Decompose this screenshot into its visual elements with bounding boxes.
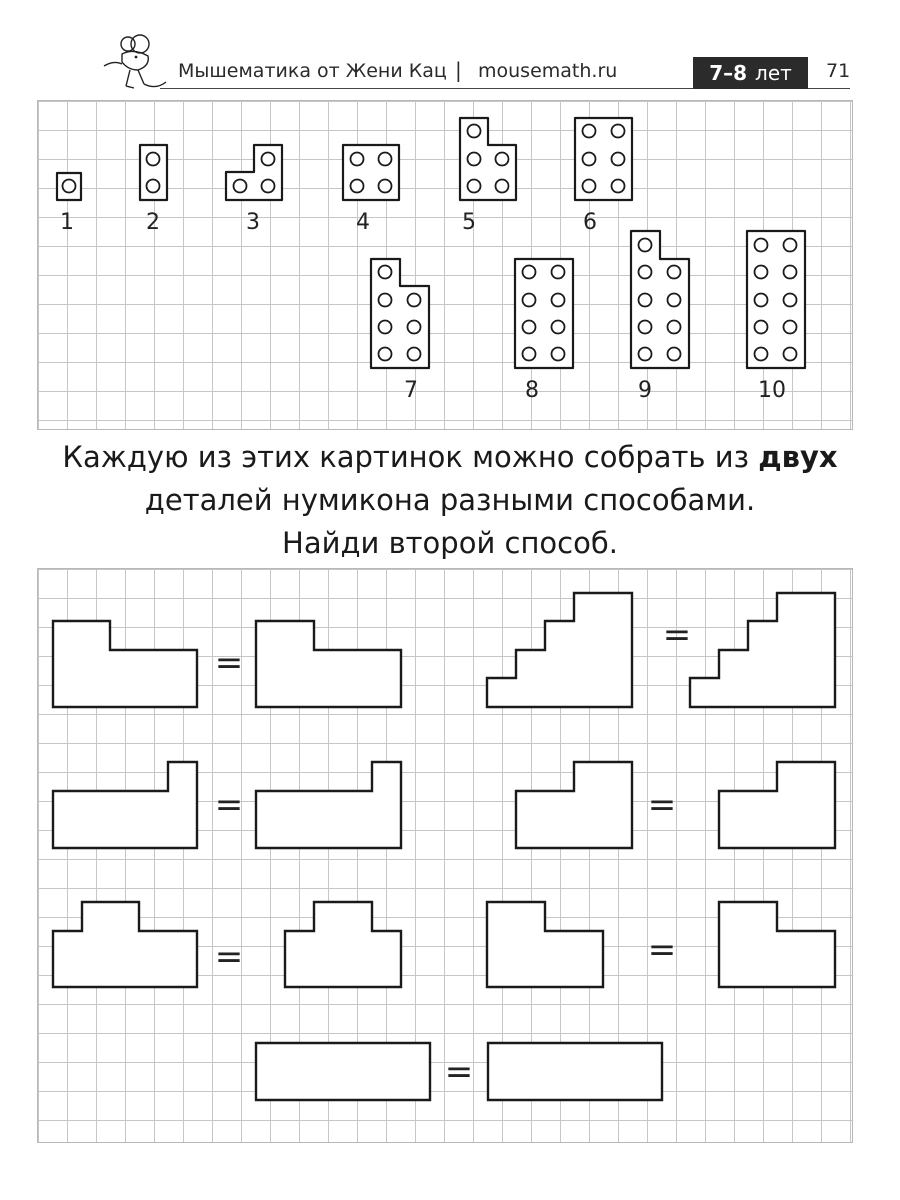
instruction-line-3: Найди второй способ.	[282, 526, 618, 560]
equals-sign-row2-left: =	[214, 785, 244, 825]
numicon-label-5: 5	[462, 210, 476, 235]
shape-row1-left-b	[256, 621, 401, 707]
numicon-label-4: 4	[356, 210, 370, 235]
shape-row4-right	[488, 1043, 662, 1100]
shape-row3-left-a	[53, 902, 197, 987]
equals-sign-row3-right: =	[647, 930, 677, 970]
shape-row2-right-b	[719, 762, 835, 848]
numicon-label-3: 3	[246, 210, 260, 235]
shape-row1-right-a	[487, 593, 632, 707]
instruction-line-2: деталей нумикона разными способами.	[144, 483, 756, 517]
shape-row3-right-a	[487, 902, 603, 987]
shape-row1-right-b	[690, 593, 835, 707]
numicon-label-7: 7	[404, 378, 418, 403]
equals-sign-row2-right: =	[647, 785, 677, 825]
equals-sign-row1-left: =	[214, 643, 244, 683]
page-number: 71	[826, 60, 851, 82]
numicon-label-6: 6	[583, 210, 597, 235]
shape-row3-left-b	[285, 902, 401, 987]
age-unit: лет	[755, 61, 792, 85]
numicon-label-8: 8	[525, 378, 539, 403]
instruction-text: Каждую из этих картинок можно собрать из	[62, 440, 759, 474]
shape-row2-left-a	[53, 762, 197, 848]
shape-row4-left	[256, 1043, 430, 1100]
instruction-bold-word: двух	[758, 440, 838, 474]
book-title: Мышематика от Жени Кац	[178, 60, 447, 82]
numicon-label-1: 1	[60, 210, 74, 235]
age-range: 7–8	[709, 61, 748, 85]
equals-sign-row4: =	[444, 1052, 474, 1092]
equals-sign-row1-right: =	[662, 615, 692, 655]
numicon-label-9: 9	[638, 378, 652, 403]
header-separator: |	[455, 58, 462, 82]
equals-sign-row3-left: =	[214, 937, 244, 977]
numicon-label-10: 10	[758, 378, 786, 403]
shape-row2-left-b	[256, 762, 401, 848]
shape-row2-right-a	[516, 762, 632, 848]
shape-row3-right-b	[719, 902, 835, 987]
numicon-label-2: 2	[146, 210, 160, 235]
website-link[interactable]: mousemath.ru	[478, 60, 618, 82]
shape-row1-left-a	[53, 621, 197, 707]
